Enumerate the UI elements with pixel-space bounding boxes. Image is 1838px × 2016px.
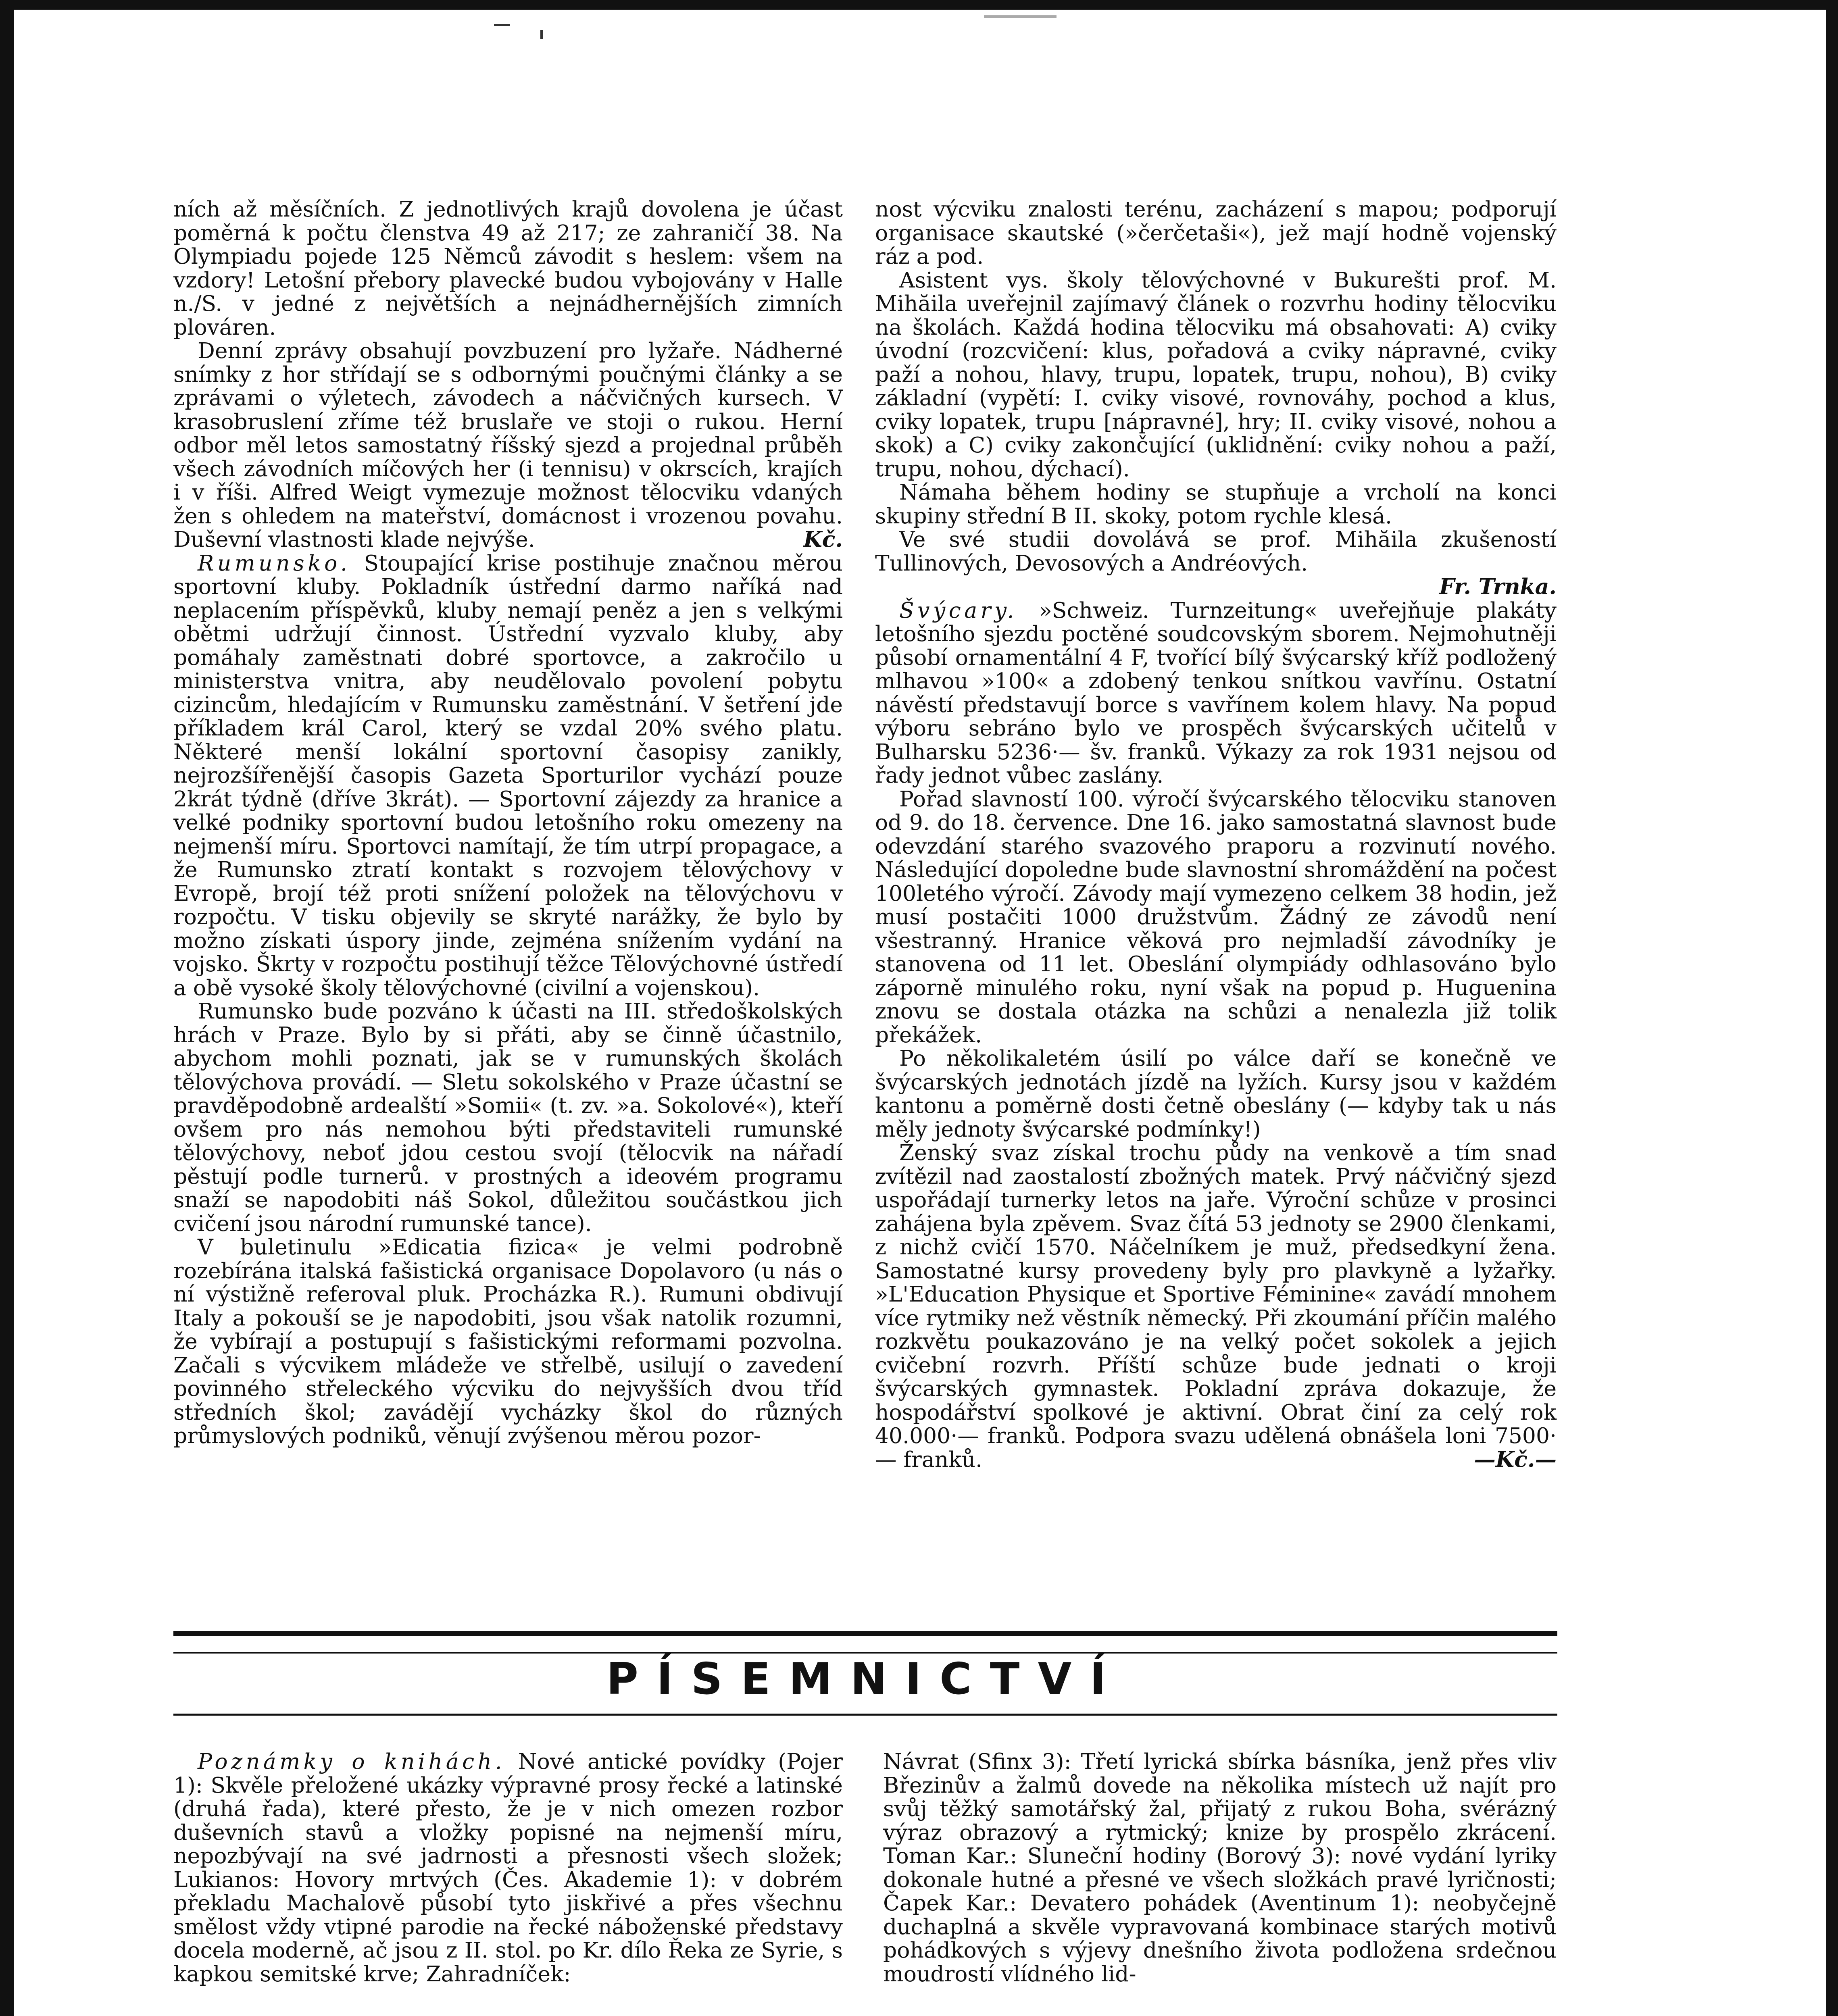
paragraph	[875, 1047, 1557, 1141]
paragraph-text: Ve své studii dovolává se prof. Mihăila zkušeností Tullinových, Devosových a Andréových.	[875, 527, 1557, 576]
paragraph-text: Asistent vys. školy tělovýchovné v Bukurešti prof. M. Mihăila uveřejnil zajímavý článek o rozvrhu hodiny tělocviku na školách. Každá hodina tělocviku má obsahovati: A) cviky úvodní (rozcvičení: klus, pořadová a cviky nápravné, cviky paží a nohou, hlavy, trupu, lopatek, trupu, nohou), B) cviky základní (vypětí: I. cviky visové, rovnováhy, pochod a klus, cviky lopatek, trupu [nápravné], hry; II. cviky visové, nohou a skok) a C) cviky zakončující (uklidnění: cviky nohou a paží, trupu, nohou, dýchací).	[875, 267, 1557, 481]
paragraph-text: Po několikaletém úsilí po válce daří se konečně ve švýcarských jednotách jízdě na lyžích. Kursy jsou v každém kantonu a poměrně dosti četně obeslány (— kdyby tak u nás měly jednoty švýcarské podmínky!)	[875, 1045, 1557, 1142]
paragraph-lead-word: Poznámky o knihách.	[198, 1749, 506, 1774]
paragraph-text: Stoupající krise postihuje značnou měrou sportovní kluby. Pokladník ústřední darmo naříká nad neplacením příspěvků, kluby nemají peněz a jen s velkými obětmi udržují činnost. Ústřední vyzvalo kluby, aby pomáhaly zaměstnati dobré sportovce, a zakročilo u ministerstva vnitra, aby neudělovalo povolení pobytu cizincům, hledajícím v Rumunsku zaměstnání. V šetření jde příkladem král Carol, který se vzdal 20% svého platu. Některé menší lokální sportovní časopisy zanikly, nejrozšířenější časopis Gazeta Sporturilor vychází pouze 2krát týdně (dříve 3krát). — Sportovní zájezdy za hranice a velké podniky sportovní budou letošního roku omezeny na nejmenší míru. Sportovci namítají, že tím utrpí propagace, a že Rumunsko ztratí kontakt s rozvojem tělovýchovy v Evropě, brojí též proti snížení položek na tělovýchovu v rozpočtu. V tisku objevily se skryté narážky, že bylo by možno získati úspory jinde, zejména snížením vydání na vojsko. Škrty v rozpočtu postihují těžce Tělovýchovné ústředí a obě vysoké školy tělovýchovné (civilní a vojenskou).	[173, 550, 843, 1000]
paragraph	[875, 599, 1557, 787]
text-column-right-top	[875, 198, 1557, 1471]
paragraph-text: ních až měsíčních. Z jednotlivých krajů dovolena je účast poměrná k počtu členstva 49 až 217; ze zahraničí 38. Na Olympiadu pojede 125 Němců závodit s heslem: všem na vzdory! Letošní přebory plavecké budou vybojovány v Halle n./S. v jedné z největších a nejnádhernějších zimních plováren.	[173, 196, 843, 340]
paragraph	[883, 1750, 1557, 1986]
paragraph	[875, 787, 1557, 1047]
paragraph	[173, 339, 843, 552]
text-column-left-top	[173, 198, 843, 1448]
paragraph	[875, 528, 1557, 575]
paragraph	[875, 198, 1557, 269]
signature-text: —Kč.—	[1474, 1446, 1557, 1472]
paragraph-text: Pořad slavností 100. výročí švýcarského tělocviku stanoven od 9. do 18. července. Dne 16. jako samostatná slavnost bude odevzdání starého svazového praporu a rozvinutí nového. Následující dopoledne bude slavnostní shromáždění na počest 100letého výročí. Závody mají vymezeno celkem 38 hodin, jež musí postačiti 1000 družstvům. Žádný ze závodů není všestranný. Hranice věková pro nejmladší závodníky je stanovena od 11 let. Obeslání olympiády odhlasováno bylo záporně minulého roku, nyní však na popud p. Huguenina znovu se dostala otázka na schůzi a nenalezla již tolik překážek.	[875, 786, 1557, 1048]
scan-speck	[494, 24, 510, 26]
scan-speck	[540, 30, 543, 39]
paragraph	[173, 552, 843, 1000]
signature-text: Kč.	[803, 527, 843, 552]
paragraph-text: Ženský svaz získal trochu půdy na venkově a tím snad zvítězil nad zaostalostí zbožných matek. Prvý náčvičný sjezd uspořádají turnerky letos na jaře. Výroční schůze v prosinci zahájena byla zpěvem. Svaz čítá 53 jednoty se 2900 členkami, z nichž cvičí 1570. Náčelníkem je muž, předsedkyní žena. Samostatné kursy provedeny byly pro plavkyně a lyžařky. »L'Education Physique et Sportive Féminine« zavádí mnohem více rytmiky než věstník německý. Při zkoumání příčin malého rozkvětu poukazováno je na velký počet sokolek a jejich cvičební rozvrh. Příští schůze bude jednati o kroji švýcarských gymnastek. Pokladní zpráva dokazuje, že hospodářství spolkové je aktivní. Obrat činí za celý rok 40.000·— franků. Podpora svazu udělená obnášela loni 7500·— franků.	[875, 1140, 1557, 1472]
paragraph-lead-word: Švýcary.	[899, 597, 1018, 623]
text-column-right-bottom	[883, 1750, 1557, 1986]
text-column-left-bottom	[173, 1750, 843, 1986]
paragraph	[875, 269, 1557, 481]
paragraph-text: Rumunsko bude pozváno k účasti na III. středoškolských hrách v Praze. Bylo by si přáti, aby se činně účastnilo, abychom mohli poznati, jak se v rumunských školách tělovýchova provádí. — Sletu sokolského v Praze účastní se pravděpodobně ardealští »Somii« (t. zv. »a. Sokolové«), kteří ovšem pro nás nemohou býti představiteli rumunské tělovýchovy, neboť jdou cestou svojí (tělocvik na nářadí pěstují podle turnerů. v prostných a ideovém programu snaží se napodobiti náš Sokol, důležitou součástkou jich cvičení jsou národní rumunské tance).	[173, 998, 843, 1236]
signature-text: Fr. Trnka.	[1439, 574, 1557, 599]
paragraph-text: V buletinulu »Edicatia fizica« je velmi podrobně rozebírána italská fašistická organisace Dopolavoro (u nás o ní výstižně referoval pluk. Procházka R.). Rumuni obdivují Italy a pokouší se je napodobiti, jsou však natolik rozumni, že vybírají a postupují s fašistickými reformami pozvolna. Začali s výcvikem mládeže ve střelbě, usilují o zavedení povinného střeleckého výcviku do nejvyšších dvou tříd středních škol; zavádějí vycházky škol do různých průmyslových podniků, věnují zvýšenou měrou pozor-	[173, 1234, 843, 1448]
paragraph	[173, 1235, 843, 1448]
paragraph-lead-word: Rumunsko.	[198, 550, 351, 576]
paragraph-text: Nové antické povídky (Pojer 1): Skvěle přeložené ukázky výpravné prosy řecké a latinské (druhá řada), které přesto, že je v nich omezen rozbor duševních stavů a vložky popisné na nejmenší míru, nepozbývají na své jadrnosti a přesnosti všech složek; Lukianos: Hovory mrtvých (Čes. Akademie 1): v dobrém překladu Machalově působí tyto jiskřivé a přes všechnu smělost vždy vtipné parodie na řecké náboženské představy docela moderně, ač jsou z II. stol. po Kr. dílo Řeka ze Syrie, s kapkou semitské krve; Zahradníček:	[173, 1749, 843, 1987]
paragraph-text: Námaha během hodiny se stupňuje a vrcholí na konci skupiny střední B II. skoky, potom rychle klesá.	[875, 479, 1557, 529]
paragraph	[173, 1750, 843, 1986]
paragraph	[875, 1141, 1557, 1471]
paragraph-text: »Schweiz. Turnzeitung« uveřejňuje plakáty letošního sjezdu poctěné soudcovským sborem. Nejmohutněji působí ornamentální 4 F, tvořící bílý švýcarský kříž podložený mlhavou »100« a zdobený tenkou snítkou vavřínu. Ostatní návěstí představují borce s vavřínem kolem hlavy. Na popud výboru sebráno bylo ve prospěch švýcarských učitelů v Bulharsku 5236·— šv. franků. Výkazy za rok 1931 nejsou od řady jednot vůbec zaslány.	[875, 597, 1557, 788]
paragraph-text: Návrat (Sfinx 3): Třetí lyrická sbírka básníka, jenž přes vliv Březinův a žalmů dovede na několika místech už najít pro svůj těžký samotářský žal, přijatý z rukou Boha, svérázný výraz obrazový a rytmický; knize by prospělo zkrácení. Toman Kar.: Sluneční hodiny (Borový 3): nové vydání lyriky dokonale hutné a přesné ve všech složkách pravé lyričnosti; Čapek Kar.: Devatero pohádek (Aventinum 1): neobyčejně duchaplná a skvěle vypravovaná kombinace starých motivů pohádkových s výjevy dnešního života podložena srdečnou moudrostí vlídného lid-	[883, 1749, 1557, 1987]
paragraph-text: Denní zprávy obsahují povzbuzení pro lyžaře. Nádherné snímky z hor střídají se s odbornými poučnými články a se zprávami o výletech, závodech a náčvičných kursech. V krasobruslení zříme též bruslaře ve stoji o rukou. Herní odbor měl letos samostatný říšský sjezd a projednal průběh všech závodních míčových her (i tennisu) v okrscích, krajích i v říši. Alfred Weigt vymezuje možnost tělocviku vdaných žen s ohledem na mateřství, domácnost i vrozenou povahu. Duševní vlastnosti klade nejvýše.	[173, 338, 843, 552]
section-divider-top	[173, 1631, 1557, 1654]
section-divider-bottom	[173, 1714, 1557, 1716]
section-heading: PÍSEMNICTVÍ	[606, 1654, 1125, 1704]
paragraph	[173, 1000, 843, 1235]
article-signature	[875, 575, 1557, 599]
scan-speck	[984, 15, 1057, 18]
paragraph	[875, 481, 1557, 528]
paragraph	[173, 198, 843, 339]
paragraph-text: nost výcviku znalosti terénu, zacházení s mapou; podporují organisace skautské (»čerčetaši«), jež mají hodně vojenský ráz a pod.	[875, 196, 1557, 269]
